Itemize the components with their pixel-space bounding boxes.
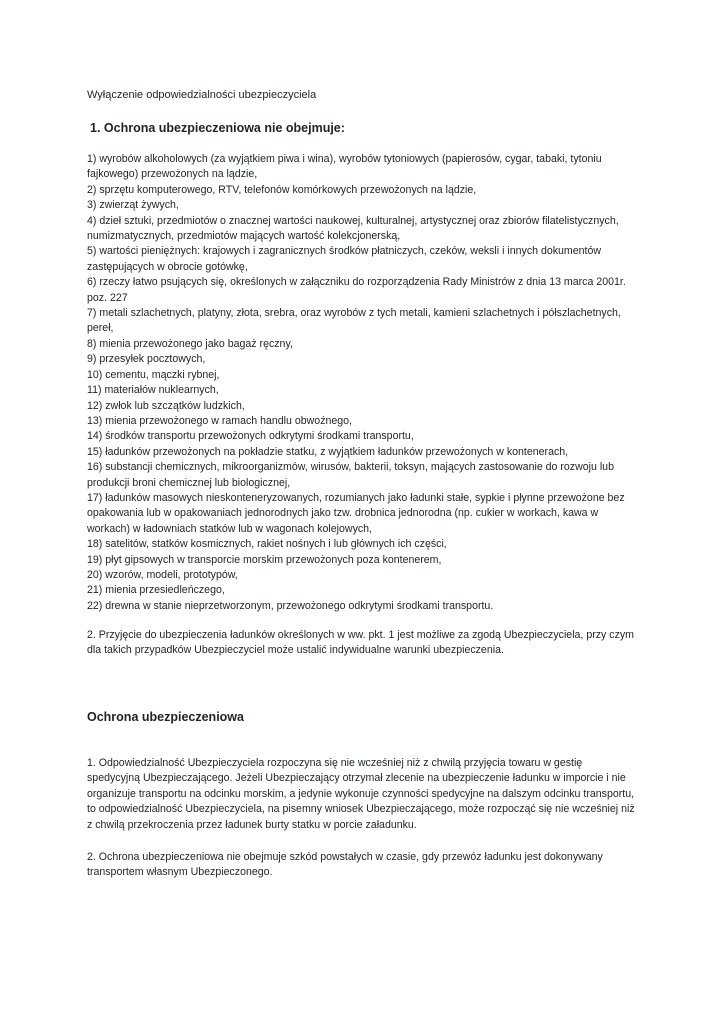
list-item: 6) rzeczy łatwo psujących się, określonych w załączniku do rozporządzenia Rady Ministrów z dnia 13 marca 2001r. poz. 227	[87, 276, 626, 304]
paragraph-own-transport: 2. Ochrona ubezpieczeniowa nie obejmuje szkód powstałych w czasie, gdy przewóz ładunku jest dokonywany transportem własnym Ubezpieczonego.	[87, 851, 603, 879]
list-item: 14) środków transportu przewożonych odkrytymi środkami transportu,	[87, 430, 414, 443]
list-item: 10) cementu, mączki rybnej,	[87, 368, 220, 381]
list-item: 21) mienia przesiedleńczego,	[87, 584, 225, 597]
list-item: 7) metali szlachetnych, platyny, złota, srebra, oraz wyrobów z tych metali, kamieni szlachetnych i półszlachetnych, pereł,	[87, 307, 621, 335]
list-item: 20) wzorów, modeli, prototypów,	[87, 568, 238, 581]
list-item: 11) materiałów nuklearnych,	[87, 384, 219, 397]
list-item: 4) dzieł sztuki, przedmiotów o znacznej wartości naukowej, kulturalnej, artystycznej oraz zbiorów filatelistycznych, numizmatycznych, przedmiotów mających wartość kolekcjonerską,	[87, 214, 619, 243]
document-title: Wyłączenie odpowiedzialności ubezpieczyciela	[87, 89, 317, 101]
list-item: 3) zwierząt żywych,	[87, 199, 179, 212]
list-item: 12) zwłok lub szczątków ludzkich,	[87, 399, 245, 412]
list-item: 13) mienia przewożonego w ramach handlu obwoźnego,	[87, 414, 353, 427]
list-item: 16) substancji chemicznych, mikroorganizmów, wirusów, bakterii, toksyn, mających zastosowanie do rozwoju lub produkcji broni chemicznej lub biologicznej,	[87, 461, 614, 489]
list-item: 2) sprzętu komputerowego, RTV, telefonów komórkowych przewożonych na lądzie,	[87, 183, 477, 196]
section-heading-coverage: Ochrona ubezpieczeniowa	[87, 710, 244, 724]
list-item: 18) satelitów, statków kosmicznych, rakiet nośnych i lub głównych ich części,	[87, 538, 447, 551]
exclusions-list	[87, 152, 642, 614]
list-item: 9) przesyłek pocztowych,	[87, 353, 206, 366]
list-item: 17) ładunków masowych nieskonteneryzowanych, rozumianych jako ładunki stałe, sypkie i płynne przewożone bez opakowania lub w opakowaniach jednorodnych jako tzw. drobnica jednorodna (np. cukier w workach, kawa w workach) w ładowniach statków lub w wagonach kolejowych,	[87, 491, 625, 535]
list-item: 5) wartości pieniężnych: krajowych i zagranicznych środków płatniczych, czeków, weksli i innych dokumentów zastępujących w obrocie gotówkę,	[87, 245, 602, 273]
list-item: 1) wyrobów alkoholowych (za wyjątkiem piwa i wina), wyrobów tytoniowych (papierosów, cygar, tabaki, tytoniu fajkowego) przewożonych na lądzie,	[87, 153, 602, 181]
list-item: 22) drewna w stanie nieprzetworzonym, przewożonego odkrytymi środkami transportu.	[87, 599, 494, 612]
list-item: 8) mienia przewożonego jako bagaż ręczny,	[87, 337, 293, 350]
list-item: 19) płyt gipsowych w transporcie morskim przewożonych poza kontenerem,	[87, 553, 442, 566]
list-item: 15) ładunków przewożonych na pokładzie statku, z wyjątkiem ładunków przewożonych w kontenerach,	[87, 445, 569, 458]
section-heading-exclusions: 1. Ochrona ubezpieczeniowa nie obejmuje:	[90, 121, 345, 135]
paragraph-consent: 2. Przyjęcie do ubezpieczenia ładunków określonych w ww. pkt. 1 jest możliwe za zgodą Ubezpieczyciela, przy czym dla takich przypadków Ubezpieczyciel może ustalić indywidualne warunki ubezpieczenia.	[87, 629, 635, 657]
paragraph-coverage-start: 1. Odpowiedzialność Ubezpieczyciela rozpoczyna się nie wcześniej niż z chwilą przyjęcia towaru w gestię spedycyjną Ubezpieczającego. Jeżeli Ubezpieczający otrzymał zlecenie na ubezpieczenie ładunku w imporcie i nie organizuje transportu na odcinku morskim, a jedynie wykonuje czynności spedycyjne na dalszym odcinku transportu, to odpowiedzialność Ubezpieczyciela, na pisemny wniosek Ubezpieczającego, może rozpocząć się nie wcześniej niż z chwilą przekroczenia przez ładunek burty statku w porcie załadunku.	[87, 757, 635, 831]
